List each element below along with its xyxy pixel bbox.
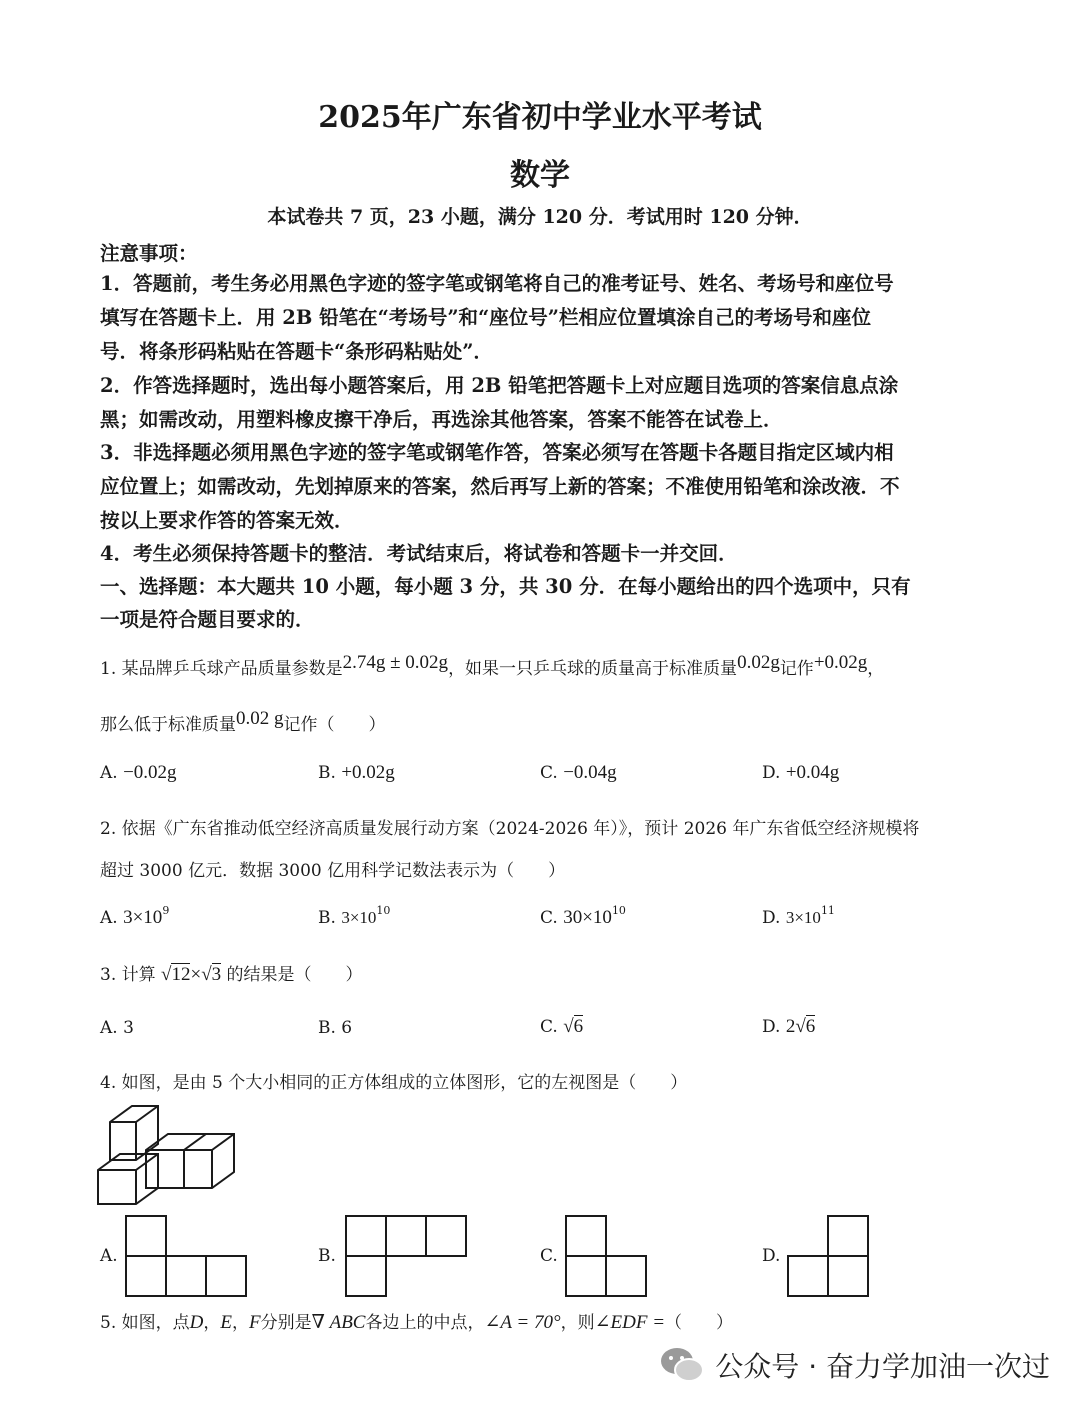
q1-option-a[interactable]: A. −0.02g [100, 762, 177, 783]
sqrt-12: √12 [161, 964, 191, 985]
q2-option-c[interactable]: C. $30\times 10^{10}$ [540, 904, 626, 928]
q4-option-d-view[interactable] [786, 1214, 870, 1298]
q4-option-d[interactable]: D. [762, 1246, 781, 1266]
notice-line: 黑；如需改动，用塑料橡皮擦干净后，再选涂其他答案，答案不能答在试卷上． [100, 408, 783, 431]
question-2-line-2: 超过 3000 亿元．数据 3000 亿用科学记数法表示为（ ） [100, 861, 566, 881]
q2-option-b[interactable]: B. $3\times 10^{10}$ [318, 904, 391, 928]
exam-title: 2025年广东省初中学业水平考试 [318, 100, 762, 135]
notice-line: 3．非选择题必须用黑色字迹的签字笔或钢笔作答，答案必须写在答题卡各题目指定区域内相 [100, 441, 894, 464]
q2-option-a[interactable]: A. $3\times 10^9$ [100, 904, 170, 928]
section-heading: 一、选择题：本大题共 10 小题，每小题 3 分，共 30 分．在每小题给出的四个选项中，只有 [100, 575, 911, 598]
q3-option-c[interactable]: C. √6 [540, 1016, 584, 1037]
question-3: 3. 计算 √12×√3 的结果是（ ） [100, 964, 363, 985]
wechat-logo-icon [659, 1345, 705, 1385]
q3-option-a[interactable]: A. 3 [100, 1018, 134, 1038]
q1-option-b[interactable]: B. +0.02g [318, 762, 395, 783]
question-5: 5. 如图，点D，E，F分别是∇ ABC各边上的中点，∠A = 70°，则∠EDF =（ ） [100, 1312, 734, 1333]
exam-subject: 数学 [510, 158, 570, 193]
notice-line: 1．答题前，考生务必用黑色字迹的签字笔或钢笔将自己的准考证号、姓名、考场号和座位号 [100, 272, 894, 295]
q4-option-a-view[interactable] [124, 1214, 248, 1298]
q3-option-b[interactable]: B. 6 [318, 1018, 353, 1038]
question-4: 4. 如图，是由 5 个大小相同的正方体组成的立体图形，它的左视图是（ ） [100, 1073, 688, 1093]
question-1-line-1: 1. 某品牌乒乓球产品质量参数是2.74g ± 0.02g，如果一只乒乓球的质量高于标准质量0.02g记作+0.02g， [100, 652, 885, 679]
q4-option-b[interactable]: B. [318, 1246, 336, 1266]
notice-line: 2．作答选择题时，选出每小题答案后，用 2B 铅笔把答题卡上对应题目选项的答案信息点涂 [100, 374, 899, 397]
question-1-line-2: 那么低于标准质量0.02 g记作（ ） [100, 708, 386, 735]
q4-option-c[interactable]: C. [540, 1246, 558, 1266]
section-heading: 一项是符合题目要求的． [100, 608, 315, 631]
q4-option-b-view[interactable] [344, 1214, 468, 1298]
notice-heading: 注意事项： [100, 242, 198, 265]
q3-option-d[interactable]: D. 2√6 [762, 1016, 816, 1037]
notice-line: 填写在答题卡上．用 2B 铅笔在“考场号”和“座位号”栏相应位置填涂自己的考场号和座位 [100, 306, 871, 329]
notice-line: 应位置上；如需改动，先划掉原来的答案，然后再写上新的答案；不准使用铅笔和涂改液．不 [100, 475, 900, 498]
q1-option-d[interactable]: D. +0.04g [762, 762, 840, 783]
notice-line: 按以上要求作答的答案无效． [100, 509, 354, 532]
sqrt-3: √3 [201, 964, 222, 985]
watermark: 公众号 · 奋力学加油一次过 [659, 1345, 1050, 1385]
notice-line: 4．考生必须保持答题卡的整洁．考试结束后，将试卷和答题卡一并交回． [100, 542, 738, 565]
q4-option-c-view[interactable] [564, 1214, 648, 1298]
q1-option-c[interactable]: C. −0.04g [540, 762, 617, 783]
exam-info: 本试卷共 7 页，23 小题，满分 120 分．考试用时 120 分钟． [267, 206, 813, 228]
q2-option-d[interactable]: D. $3\times 10^{11}$ [762, 904, 835, 928]
cube-solid-figure [96, 1104, 238, 1208]
q4-option-a[interactable]: A. [100, 1246, 118, 1266]
question-2-line-1: 2. 依据《广东省推动低空经济高质量发展行动方案（2024-2026 年）》，预计 2026 年广东省低空经济规模将 [100, 819, 920, 839]
notice-line: 号．将条形码粘贴在答题卡“条形码粘贴处”． [100, 340, 493, 363]
